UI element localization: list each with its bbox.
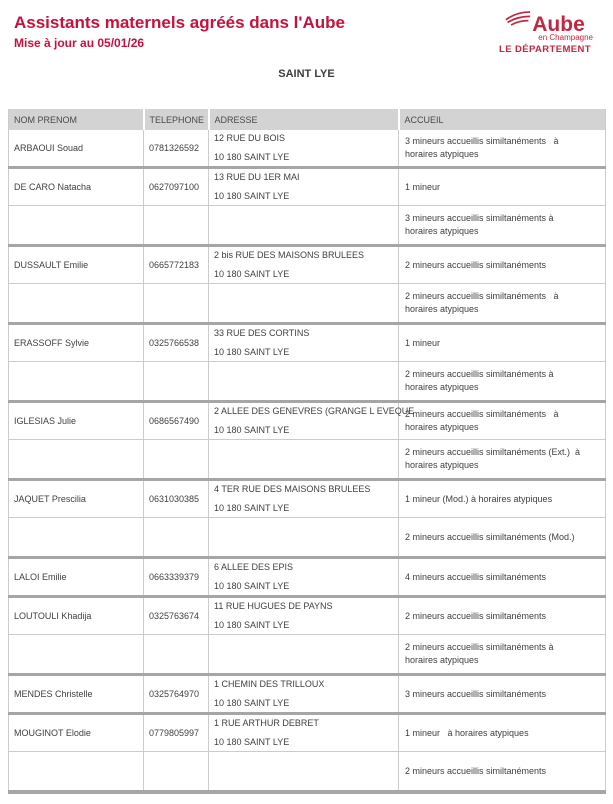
address-line2: 10 180 SAINT LYE (214, 737, 290, 747)
address-cell (209, 324, 399, 362)
phone-cell (144, 362, 209, 402)
phone-cell: 0627097100 (144, 168, 209, 206)
name-cell (9, 206, 144, 246)
accueil-cell (399, 752, 606, 793)
address-cell (209, 518, 399, 558)
table-header (9, 109, 606, 130)
phone-cell (144, 206, 209, 246)
table-row (9, 440, 606, 480)
address-wrap (214, 170, 394, 204)
table-body (9, 130, 606, 792)
phone-cell (144, 635, 209, 675)
phone-cell: 0325763674 (144, 597, 209, 635)
table-row (9, 558, 606, 597)
name-cell: IGLESIAS Julie (9, 402, 144, 440)
accueil-text: 3 mineurs accueillis similtanéments à horaires atypiques (405, 136, 559, 159)
title-block (14, 11, 345, 50)
address-cell (209, 246, 399, 284)
address-line2: 10 180 SAINT LYE (214, 698, 290, 708)
address-line1: 1 RUE ARTHUR DEBRET (214, 718, 319, 728)
name-cell (9, 752, 144, 793)
table-row (9, 402, 606, 440)
address-cell (209, 168, 399, 206)
accueil-cell (399, 440, 606, 480)
address-line2: 10 180 SAINT LYE (214, 620, 290, 630)
page-header (0, 0, 613, 55)
phone-cell: 0325766538 (144, 324, 209, 362)
address-line1: 2 bis RUE DES MAISONS BRULEES (214, 250, 365, 260)
address-cell (209, 714, 399, 752)
name-cell: DUSSAULT Emilie (9, 246, 144, 284)
phone-cell (144, 440, 209, 480)
phone-cell: 0781326592 (144, 130, 209, 168)
accueil-cell (399, 518, 606, 558)
accueil-cell (399, 714, 606, 752)
address-line2: 10 180 SAINT LYE (214, 503, 290, 513)
accueil-cell (399, 130, 606, 168)
address-cell (209, 440, 399, 480)
address-line1: 2 ALLEE DES GENEVRES (GRANGE L EVEQUE (214, 406, 415, 416)
accueil-text: 1 mineur (405, 181, 441, 192)
phone-cell (144, 752, 209, 793)
commune-title: SAINT LYE (278, 68, 335, 80)
address-line2: 10 180 SAINT LYE (214, 191, 290, 201)
address-line1: 4 TER RUE DES MAISONS BRULEES (214, 484, 371, 494)
accueil-text: 3 mineurs accueillis similtanéments (405, 688, 547, 699)
accueil-cell (399, 480, 606, 518)
address-cell (209, 558, 399, 597)
accueil-text: 1 mineur à horaires atypiques (405, 727, 529, 738)
accueil-cell (399, 324, 606, 362)
accueil-cell (399, 402, 606, 440)
name-cell (9, 635, 144, 675)
accueil-cell (399, 206, 606, 246)
address-wrap (214, 560, 394, 594)
address-cell (209, 675, 399, 714)
address-line1: 33 RUE DES CORTINS (214, 328, 310, 338)
table-row (9, 246, 606, 284)
update-date: Mise à jour au 05/01/26 (14, 36, 145, 50)
name-cell (9, 440, 144, 480)
accueil-text: 2 mineurs accueillis similtanéments (405, 765, 547, 776)
address-line2: 10 180 SAINT LYE (214, 269, 290, 279)
accueil-cell (399, 284, 606, 324)
phone-cell: 0779805997 (144, 714, 209, 752)
table-row (9, 714, 606, 752)
accueil-text: 1 mineur (Mod.) à horaires atypiques (405, 493, 553, 504)
col-header-accueil: ACCUEIL (399, 109, 606, 130)
address-line2: 10 180 SAINT LYE (214, 581, 290, 591)
accueil-text: 2 mineurs accueillis similtanéments (405, 610, 547, 621)
address-cell (209, 597, 399, 635)
logo-caption: LE DÉPARTEMENT (499, 44, 591, 55)
accueil-cell (399, 246, 606, 284)
phone-cell: 0665772183 (144, 246, 209, 284)
phone-cell (144, 284, 209, 324)
name-cell (9, 284, 144, 324)
name-cell: MOUGINOT Elodie (9, 714, 144, 752)
table-row (9, 284, 606, 324)
accueil-cell (399, 362, 606, 402)
name-cell: ERASSOFF Sylvie (9, 324, 144, 362)
table-row (9, 635, 606, 675)
name-cell (9, 362, 144, 402)
name-cell: JAQUET Prescilia (9, 480, 144, 518)
table-row (9, 362, 606, 402)
address-cell (209, 752, 399, 793)
accueil-cell (399, 168, 606, 206)
table-row (9, 597, 606, 635)
accueil-cell (399, 675, 606, 714)
address-cell (209, 362, 399, 402)
table-row (9, 675, 606, 714)
address-cell (209, 480, 399, 518)
accueil-text: 2 mineurs accueillis similtanéments à horaires atypiques (405, 369, 554, 392)
table-row (9, 324, 606, 362)
address-line1: 13 RUE DU 1ER MAI (214, 172, 300, 182)
address-wrap (214, 326, 394, 360)
address-wrap (214, 716, 394, 750)
waves-icon (505, 11, 531, 31)
address-wrap (214, 677, 394, 711)
col-header-nom-prenom: NOM PRENOM (9, 109, 144, 130)
accueil-text: 3 mineurs accueillis similtanéments à horaires atypiques (405, 213, 554, 236)
accueil-text: 2 mineurs accueillis similtanéments à horaires atypiques (405, 409, 559, 432)
name-cell: MENDES Christelle (9, 675, 144, 714)
address-line1: 11 RUE HUGUES DE PAYNS (214, 601, 333, 611)
accueil-text: 1 mineur (405, 337, 441, 348)
phone-cell: 0631030385 (144, 480, 209, 518)
name-cell (9, 518, 144, 558)
address-cell (209, 130, 399, 168)
accueil-text: 2 mineurs accueillis similtanéments à horaires atypiques (405, 291, 559, 314)
address-line1: 12 RUE DU BOIS (214, 133, 286, 143)
accueil-text: 2 mineurs accueillis similtanéments (405, 259, 547, 270)
table-row (9, 168, 606, 206)
logo-name: Aube (532, 13, 585, 36)
address-line1: 1 CHEMIN DES TRILLOUX (214, 679, 325, 689)
col-header-telephone: TELEPHONE (144, 109, 209, 130)
phone-cell: 0663339379 (144, 558, 209, 597)
phone-cell (144, 518, 209, 558)
accueil-cell (399, 558, 606, 597)
phone-cell: 0686567490 (144, 402, 209, 440)
address-cell (209, 206, 399, 246)
name-cell: LOUTOULI Khadija (9, 597, 144, 635)
address-cell (209, 635, 399, 675)
table-row (9, 480, 606, 518)
accueil-cell (399, 597, 606, 635)
accueil-text: 4 mineurs accueillis similtanéments (405, 571, 547, 582)
table-row (9, 206, 606, 246)
address-line1: 6 ALLEE DES EPIS (214, 562, 294, 572)
col-header-adresse: ADRESSE (209, 109, 399, 130)
table-row (9, 752, 606, 793)
accueil-text: 2 mineurs accueillis similtanéments (Ext.) à horaires atypiques (405, 447, 581, 470)
table-row (9, 518, 606, 558)
name-cell: ARBAOUI Souad (14, 143, 84, 153)
address-line2: 10 180 SAINT LYE (214, 347, 290, 357)
address-wrap (214, 599, 394, 633)
address-cell (209, 284, 399, 324)
address-wrap (214, 482, 394, 516)
department-logo (487, 11, 603, 55)
name-cell: LALOI Emilie (9, 558, 144, 597)
address-line2: 10 180 SAINT LYE (214, 152, 290, 162)
accueil-cell (399, 635, 606, 675)
address-wrap (214, 404, 415, 438)
assistants-table (8, 109, 606, 794)
name-cell: DE CARO Natacha (9, 168, 144, 206)
logo-tagline: en Champagne (538, 33, 593, 42)
address-line2: 10 180 SAINT LYE (214, 425, 290, 435)
page-title: Assistants maternels agréés dans l'Aube (14, 13, 345, 32)
address-wrap (214, 248, 394, 282)
address-cell (209, 402, 415, 440)
accueil-text: 2 mineurs accueillis similtanéments (Mod.) (405, 531, 575, 542)
table-row (9, 130, 606, 168)
address-wrap (214, 131, 394, 165)
phone-cell: 0325764970 (144, 675, 209, 714)
accueil-text: 2 mineurs accueillis similtanéments à horaires atypiques (405, 642, 554, 665)
